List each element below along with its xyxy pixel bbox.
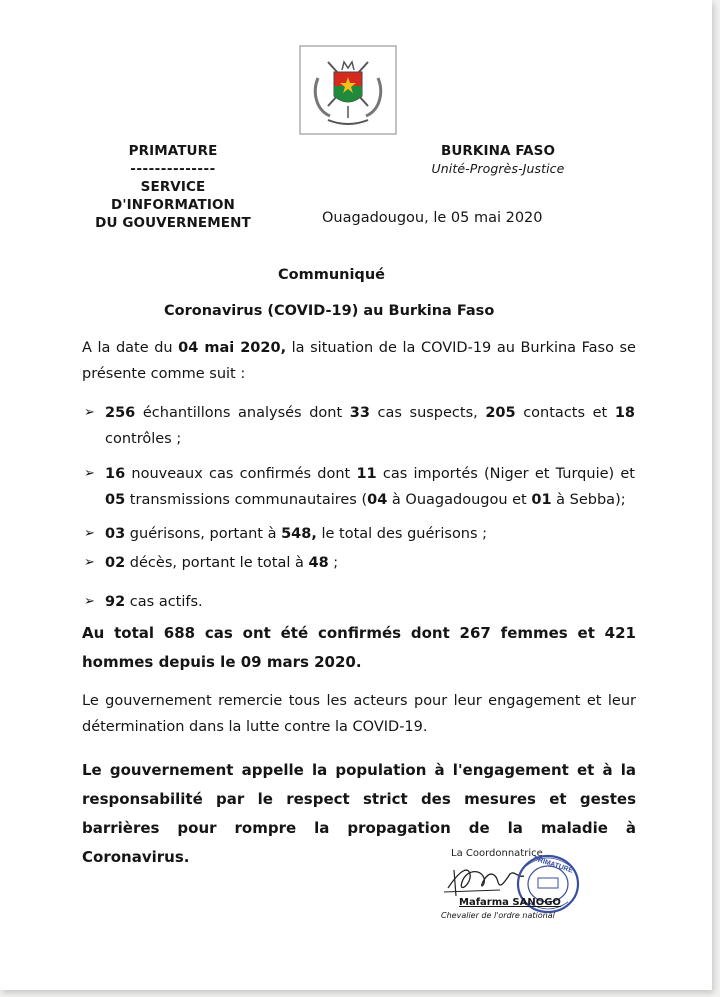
country-motto: Unité-Progrès-Justice [431, 161, 565, 176]
issuer-service: SERVICE D'INFORMATION [111, 179, 235, 213]
signatory-name: Mafarma SANOGO [459, 897, 561, 908]
arrow-bullet-icon: ➢ [84, 526, 95, 541]
bullet-text: 256 échantillons analysés dont 33 cas suspects, 205 contacts et 18 contrôles ; [105, 405, 635, 447]
issuer-block [78, 142, 268, 232]
issuer-department: DU GOUVERNEMENT [95, 215, 251, 231]
country-block [408, 142, 588, 178]
arrow-bullet-icon: ➢ [84, 594, 95, 609]
bullet-text: 16 nouveaux cas confirmés dont 11 cas importés (Niger et Turquie) et 05 transmissions communautaires (04 à Ouagadougou et 01 à Sebba); [105, 466, 635, 508]
svg-text:PRIMATURE: PRIMATURE [532, 855, 574, 875]
bullet-text: 02 décès, portant le total à 48 ; [105, 555, 339, 571]
arrow-bullet-icon: ➢ [84, 555, 95, 570]
document-subtitle: Coronavirus (COVID-19) au Burkina Faso [164, 303, 495, 319]
document-title: Communiqué [278, 267, 385, 283]
bullet-text: 92 cas actifs. [105, 594, 203, 610]
call-to-action-paragraph: Le gouvernement appelle la population à l'engagement et à la responsabilité par le respect strict des mesures et gestes barrières pour rompre la propagation de la maladie à Coronavirus. [82, 761, 636, 866]
intro-paragraph: A la date du 04 mai 2020, la situation de la COVID-19 au Burkina Faso se présente comme suit : [82, 340, 636, 382]
issuer-primature: PRIMATURE [128, 143, 218, 159]
country-name: BURKINA FASO [440, 143, 556, 159]
signatory-distinction: Chevalier de l'ordre national [441, 911, 555, 920]
total-cases-paragraph: Au total 688 cas ont été confirmés dont 267 femmes et 421 hommes depuis le 09 mars 2020. [82, 624, 636, 671]
bullet-text: 03 guérisons, portant à 548, le total des guérisons ; [105, 526, 488, 542]
thanks-paragraph: Le gouvernement remercie tous les acteurs pour leur engagement et leur détermination dans la lutte contre la COVID-19. [82, 693, 636, 735]
arrow-bullet-icon: ➢ [84, 405, 95, 420]
issuer-separator: -------------- [130, 161, 216, 177]
arrow-bullet-icon: ➢ [84, 466, 95, 481]
signatory-title: La Coordonnatrice [451, 848, 543, 859]
date-line: Ouagadougou, le 05 mai 2020 [322, 210, 543, 226]
coat-of-arms-emblem [298, 44, 398, 136]
